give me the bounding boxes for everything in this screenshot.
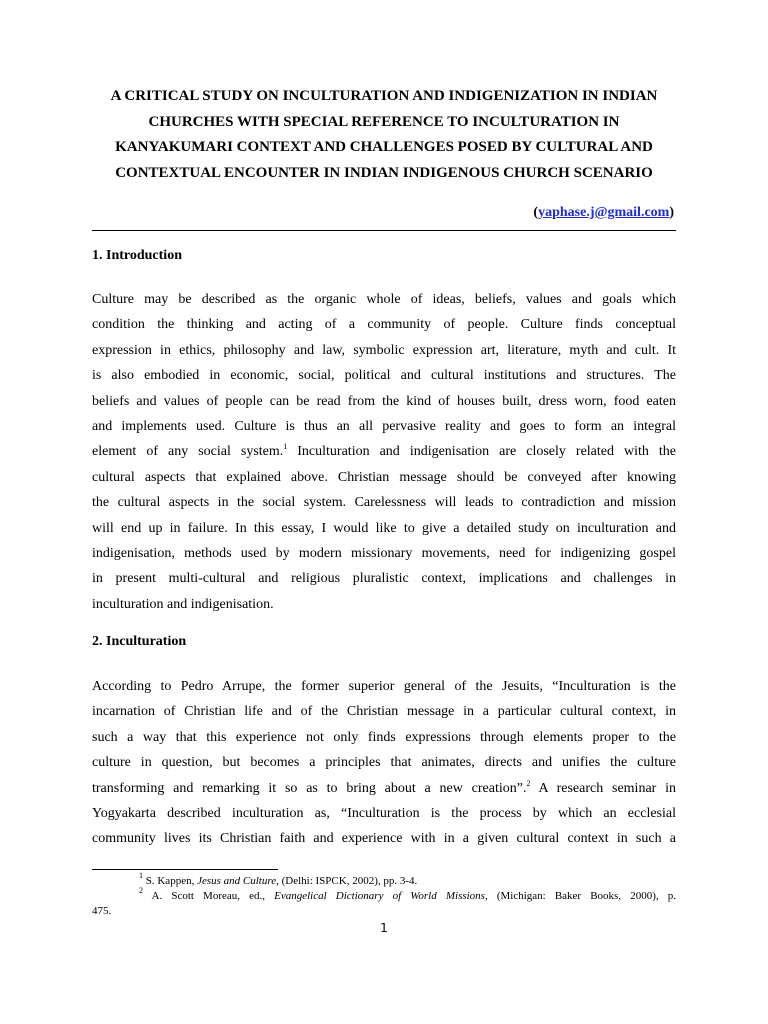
footnote-ref-1[interactable]: 1 [283,442,288,452]
paragraph-line: condition the thinking and acting of a community of people. Culture finds conceptual [92,317,676,333]
paragraph-line: such a way that this experience not only finds expressions through elements proper to the [92,729,676,745]
section-heading-inculturation: 2. Inculturation [92,634,187,649]
paragraph-line: element of any social system.$^1$ Inculturation and indigenisation are closely related with the [92,442,676,460]
paragraph-line: Yogyakarta described inculturation as, “Inculturation is the process by which an ecclesial [92,805,676,821]
paragraph-line: in present multi-cultural and religious pluralistic context, implications and challenges in [92,571,676,587]
footnote-2: $^2$ A. Scott Moreau, ed., Evangelical Dictionary of World Missions, (Michigan: Baker Books, 2000), p. 475. [92,886,676,917]
header-divider [92,230,676,231]
page-number: 1 [380,921,388,935]
paragraph-line: incarnation of Christian life and of the Christian message in a particular cultural context, in [92,704,676,720]
paragraph-line: the cultural aspects in the social system. Carelessness will leads to contradiction and mission [92,495,676,511]
document-title [92,84,676,186]
inculturation-paragraph [92,674,676,852]
paragraph-line: and implements used. Culture is thus an all pervasive reality and goes to form an integral [92,418,676,434]
footnote-ref-2[interactable]: 2 [526,778,531,788]
paragraph-line: is also embodied in economic, social, political and cultural institutions and structures. The [92,368,676,384]
title-line: A CRITICAL STUDY ON INCULTURATION AND INDIGENIZATION IN INDIAN [110,88,658,104]
section-heading-introduction: 1. Introduction [92,248,182,263]
paragraph-line: culture in question, but becomes a principles that animates, directs and unifies the culture [92,755,676,771]
email-link[interactable]: yaphase.j@gmail.com [538,205,670,220]
footnote-divider [92,869,278,870]
paragraph-line: Culture may be described as the organic whole of ideas, beliefs, values and goals which [92,292,676,307]
paragraph-line: According to Pedro Arrupe, the former superior general of the Jesuits, “Inculturation is the [92,679,676,694]
paragraph-line: transforming and remarking it so as to bring about a new creation”.$^2$ A research seminar in [92,778,676,796]
introduction-paragraph [92,287,676,617]
paragraph-line: will end up in failure. In this essay, I would like to give a detailed study on inculturation and [92,520,676,536]
paragraph-line: expression in ethics, philosophy and law, symbolic expression art, literature, myth and cult. It [92,342,676,358]
paragraph-line: indigenisation, methods used by modern missionary movements, need for indigenizing gospel [92,545,676,561]
footnote-1: $^1$ S. Kappen, Jesus and Culture, (Delhi: ISPCK, 2002), pp. 3-4. [139,871,418,887]
paragraph-line: inculturation and indigenisation. [92,596,274,612]
title-line: KANYAKUMARI CONTEXT AND CHALLENGES POSED BY CULTURAL AND [115,139,653,155]
author-email: (yaphase.j@gmail.com) [533,205,674,220]
title-line: CONTEXTUAL ENCOUNTER IN INDIAN INDIGENOUS CHURCH SCENARIO [115,164,653,181]
paragraph-line: cultural aspects that explained above. Christian message should be conveyed after knowing [92,469,676,485]
paragraph-line: beliefs and values of people can be read from the kind of houses built, dress worn, food eaten [92,393,676,409]
paragraph-line: community lives its Christian faith and experience with in a given cultural context in such a [92,831,676,847]
title-line: CHURCHES WITH SPECIAL REFERENCE TO INCULTURATION IN [148,113,620,130]
